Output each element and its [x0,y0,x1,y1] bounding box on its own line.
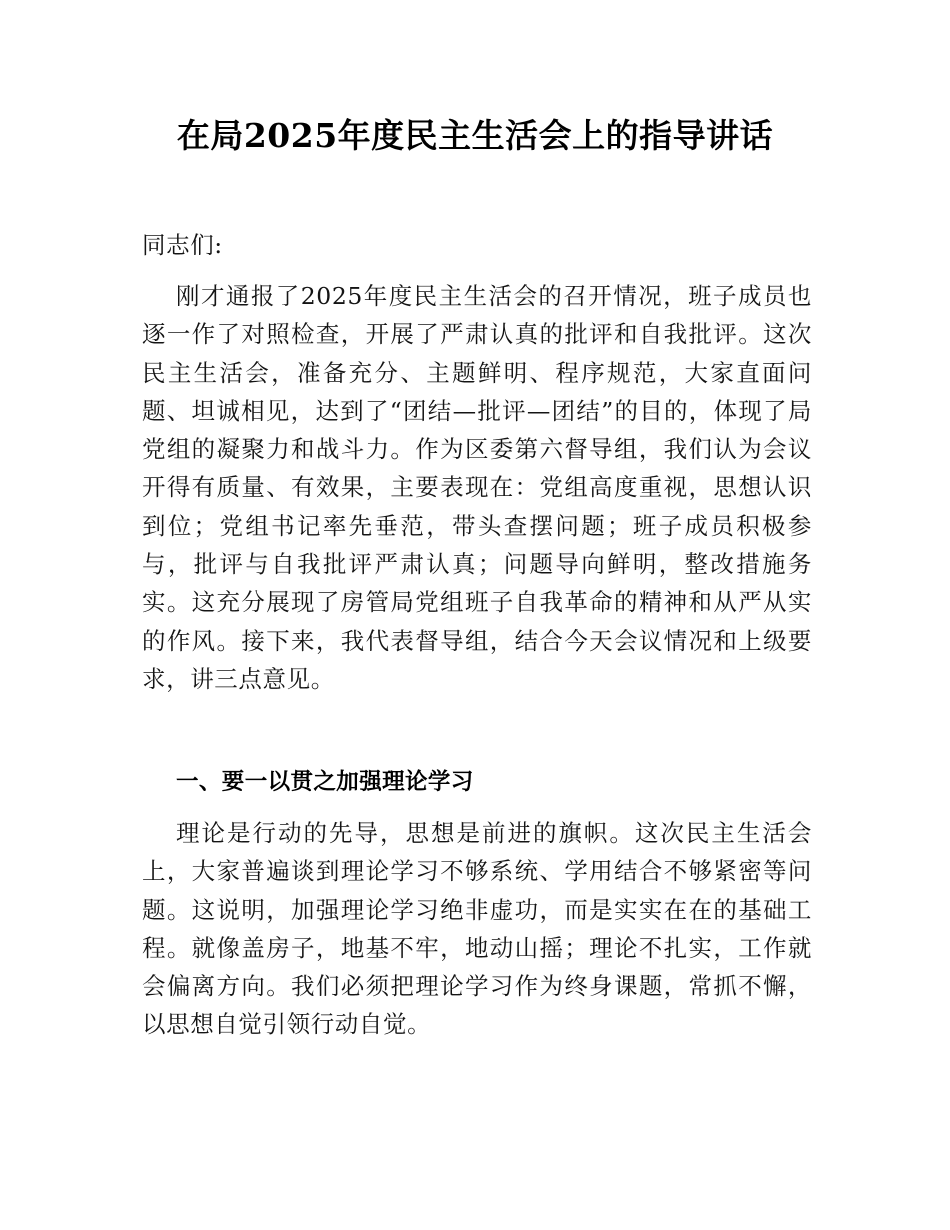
paragraph-theory-study: 理论是行动的先导，思想是前进的旗帜。这次民主生活会上，大家普遍谈到理论学习不够系统、学用结合不够紧密等问题。这说明，加强理论学习绝非虚功，而是实实在在的基础工程。就像盖房子，地基不牢，地动山摇；理论不扎实，工作就会偏离方向。我们必须把理论学习作为终身课题，常抓不懈，以思想自觉引领行动自觉。 [142,819,812,1039]
section-heading-1: 一、要一以贯之加强理论学习 [176,769,474,795]
paragraph-intro: 刚才通报了2025年度民主生活会的召开情况，班子成员也逐一作了对照检查，开展了严肃认真的批评和自我批评。这次民主生活会，准备充分、主题鲜明、程序规范，大家直面问题、坦诚相见，达到了“团结—批评—团结”的目的，体现了局党组的凝聚力和战斗力。作为区委第六督导组，我们认为会议开得有质量、有效果，主要表现在：党组高度重视，思想认识到位；党组书记率先垂范，带头查摆问题；班子成员积极参与，批评与自我批评严肃认真；问题导向鲜明，整改措施务实。这充分展现了房管局党组班子自我革命的精神和从严从实的作风。接下来，我代表督导组，结合今天会议情况和上级要求，讲三点意见。 [142,282,812,693]
greeting: 同志们: [142,231,223,259]
document-title: 在局2025年度民主生活会上的指导讲话 [176,116,774,155]
